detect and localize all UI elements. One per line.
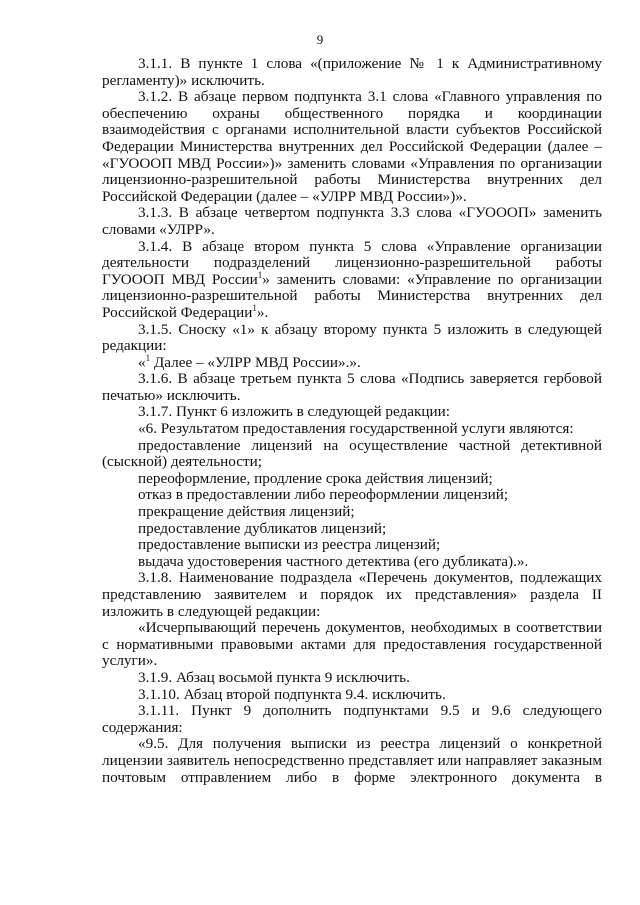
paragraph-3-1-8-quote: «Исчерпывающий перечень документов, необходимых в соответствии с нормативными правовыми актами для предоставления государственной услуги». <box>102 619 602 670</box>
paragraph-3-1-4-part-c: ». <box>256 303 269 321</box>
paragraph-3-1-2: 3.1.2. В абзаце первом подпункта 3.1 слова «Главного управления по обеспечению охраны общественного порядка и координации взаимодействия с органами исполнительной власти субъектов Российской Федерации Министерства внутренних дел Российской Федерации (далее – «ГУОООП МВД России»)» заменить словами «Управления по организации лицензионно-разрешительной работы Министерства внутренних дел Российской Федерации (далее – «УЛРР МВД России»)». <box>102 88 602 205</box>
paragraph-3-1-8: 3.1.8. Наименование подраздела «Перечень документов, подлежащих представлению заявителем и порядок их представления» раздела II изложить в следующей редакции: <box>102 569 602 620</box>
point-6-item-1: предоставление лицензий на осуществление частной детективной (сыскной) деятельности; <box>102 436 602 471</box>
document-body <box>102 56 602 786</box>
paragraph-3-1-5: 3.1.5. Сноску «1» к абзацу второму пункта 5 изложить в следующей редакции: <box>102 320 602 355</box>
point-6-item-4: прекращение действия лицензий; <box>138 503 355 521</box>
paragraph-3-1-6: 3.1.6. В абзаце третьем пункта 5 слова «Подпись заверяется гербовой печатью» исключить. <box>102 370 602 404</box>
paragraph-3-1-11: 3.1.11. Пункт 9 дополнить подпунктами 9.5 и 9.6 следующего содержания: <box>102 702 602 736</box>
point-6-intro: «6. Результатом предоставления государственной услуги являются: <box>138 420 574 438</box>
point-6-item-3: отказ в предоставлении либо переоформлении лицензий; <box>138 486 509 504</box>
footnote-open-quote: « <box>138 353 146 371</box>
footnote-text: Далее – «УЛРР МВД России».». <box>150 353 361 371</box>
footnote-mark: 1 <box>257 269 263 280</box>
paragraph-9-5: «9.5. Для получения выписки из реестра лицензий о конкретной лицензии заявитель непосредственно представляет или направляет заказным почтовым отправлением либо в форме электронного документа в <box>102 735 602 786</box>
paragraph-3-1-3: 3.1.3. В абзаце четвертом подпункта 3.3 слова «ГУОООП» заменить словами «УЛРР». <box>102 204 602 238</box>
footnote-mark: 1 <box>145 352 151 363</box>
point-6-item-7: выдача удостоверения частного детектива (его дубликата).». <box>138 552 529 570</box>
point-6-item-2: переоформление, продление срока действия лицензий; <box>138 469 493 487</box>
point-6-item-6: предоставление выписки из реестра лицензий; <box>138 536 441 554</box>
page-number: 9 <box>316 32 324 47</box>
paragraph-3-1-4-part-b: » заменить словами: «Управление по организации лицензионно-разрешительной работы Министерства внутренних дел Российской Федерации <box>102 270 603 321</box>
paragraph-3-1-10: 3.1.10. Абзац второй подпункта 9.4. исключить. <box>138 685 446 703</box>
paragraph-3-1-9: 3.1.9. Абзац восьмой пункта 9 исключить. <box>138 668 410 686</box>
paragraph-3-1-4 <box>102 239 602 322</box>
footnote-new-text <box>102 352 602 372</box>
paragraph-3-1-1: 3.1.1. В пункте 1 слова «(приложение № 1 к Административному регламенту)» исключить. <box>102 55 602 89</box>
footnote-mark: 1 <box>252 302 257 313</box>
paragraph-3-1-4-part-a: 3.1.4. В абзаце втором пункта 5 слова «Управление организации деятельности подразделений лицензионно-разрешительной работы ГУОООП МВД России <box>102 237 602 288</box>
paragraph-3-1-7: 3.1.7. Пункт 6 изложить в следующей редакции: <box>138 403 451 421</box>
point-6-item-5: предоставление дубликатов лицензий; <box>138 519 387 537</box>
